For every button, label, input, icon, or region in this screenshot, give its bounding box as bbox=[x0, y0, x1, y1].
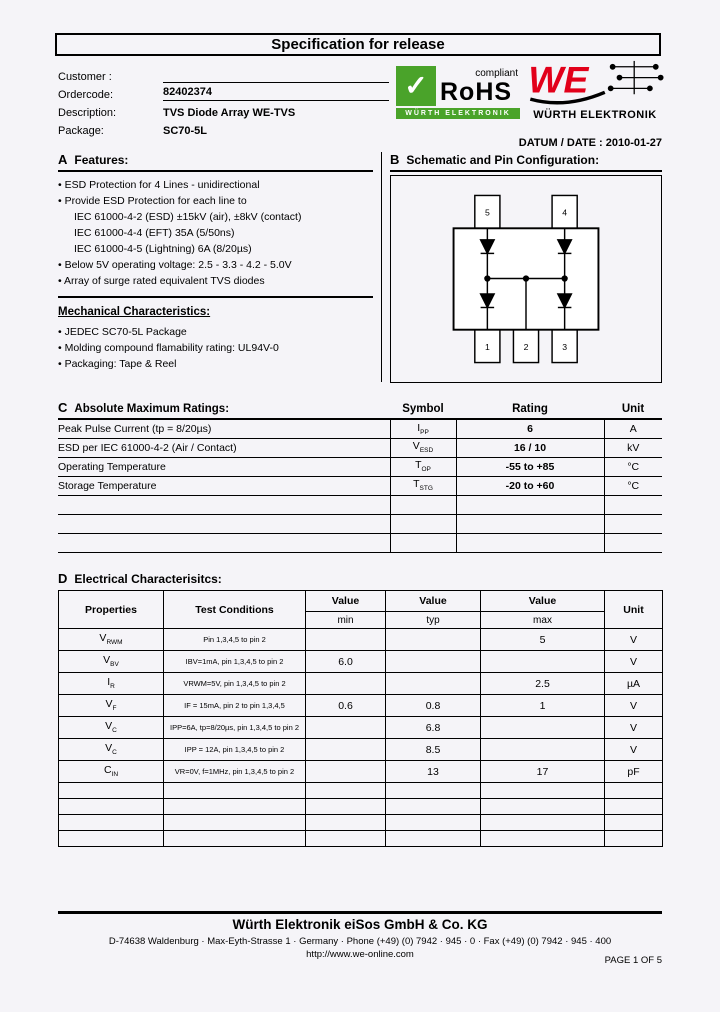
symbol-text: V bbox=[412, 440, 420, 453]
we-caption: WÜRTH ELEKTRONIK bbox=[533, 109, 657, 121]
footer-company: Würth Elektronik eiSos GmbH & Co. KG bbox=[232, 917, 488, 932]
min-header: min bbox=[306, 612, 386, 629]
property-cell: Operating Temperature bbox=[58, 457, 390, 476]
footer-address: D-74638 Waldenburg · Max-Eyth-Strasse 1 · Germany · Phone (+49) (0) 7942 · 945 · 0 · Fax (+49) (0) 7942 · 945 · 400 bbox=[108, 936, 612, 947]
description-value: TVS Diode Array WE-TVS bbox=[163, 107, 296, 119]
property-cell: ESD per IEC 61000-4-2 (Air / Contact) bbox=[58, 438, 390, 457]
feature-item: IEC 61000-4-5 (Lightning) 6A (8/20µs) bbox=[74, 243, 252, 255]
abs-max-empty-row bbox=[58, 514, 662, 533]
conditions-cell: IBV=1mA, pin 1,3,4,5 to pin 2 bbox=[164, 651, 306, 673]
abs-max-title: Absolute Maximum Ratings: bbox=[74, 403, 230, 415]
conditions-cell: VRWM=5V, pin 1,3,4,5 to pin 2 bbox=[164, 673, 306, 695]
symbol-subscript: STG bbox=[419, 485, 433, 493]
symbol-subscript: OP bbox=[421, 466, 431, 474]
unit-cell: kV bbox=[604, 438, 662, 457]
symbol-text: T bbox=[413, 478, 420, 491]
features-heading bbox=[58, 152, 373, 172]
we-letters: WE bbox=[528, 58, 589, 101]
elec-row bbox=[59, 695, 663, 717]
value-header: Value bbox=[481, 591, 605, 612]
absolute-maximum-ratings-table bbox=[58, 400, 662, 553]
section-letter-c: C bbox=[58, 400, 68, 415]
page-title: Specification for release bbox=[55, 33, 661, 56]
value-header: Value bbox=[386, 591, 481, 612]
symbol-subscript: ESD bbox=[419, 447, 434, 455]
typ-cell: 13 bbox=[386, 761, 481, 783]
mechanical-heading: Mechanical Characteristics: bbox=[58, 306, 211, 318]
min-cell bbox=[306, 673, 386, 695]
symbol-text: I bbox=[417, 421, 421, 434]
symbol-cell bbox=[390, 419, 456, 438]
typ-cell bbox=[386, 673, 481, 695]
elec-row bbox=[59, 629, 663, 651]
features-title: Features: bbox=[74, 153, 129, 167]
property-cell: $V_C$ bbox=[59, 717, 164, 739]
abs-max-row bbox=[58, 438, 662, 457]
rohs-compliant-text: compliant bbox=[475, 68, 518, 79]
symbol-cell bbox=[390, 438, 456, 457]
min-cell bbox=[306, 761, 386, 783]
features-list bbox=[58, 177, 373, 289]
customer-value bbox=[163, 68, 389, 83]
abs-max-row bbox=[58, 457, 662, 476]
min-cell bbox=[306, 739, 386, 761]
we-logo bbox=[524, 57, 666, 121]
typ-cell: 6.8 bbox=[386, 717, 481, 739]
schematic-box bbox=[390, 175, 662, 383]
pin-label-1: 1 bbox=[484, 341, 490, 352]
conditions-cell: IPP=6A, tp=8/20µs, pin 1,3,4,5 to pin 2 bbox=[164, 717, 306, 739]
max-cell: 17 bbox=[481, 761, 605, 783]
section-letter-b: B bbox=[390, 152, 400, 167]
symbol-subscript: PP bbox=[420, 428, 429, 436]
property-cell: $V_{RWM}$ bbox=[59, 629, 164, 651]
property-cell: Peak Pulse Current (tp = 8/20µs) bbox=[58, 419, 390, 438]
date-line: DATUM / DATE : 2010-01-27 bbox=[518, 137, 662, 149]
rating-header: Rating bbox=[456, 400, 604, 419]
typ-cell bbox=[386, 629, 481, 651]
conditions-cell: IF = 15mA, pin 2 to pin 1,3,4,5 bbox=[164, 695, 306, 717]
symbol-cell bbox=[390, 476, 456, 495]
typ-header: typ bbox=[386, 612, 481, 629]
unit-cell: pF bbox=[605, 761, 663, 783]
schematic-diagram bbox=[400, 180, 652, 378]
max-cell bbox=[481, 651, 605, 673]
typ-cell: 0.8 bbox=[386, 695, 481, 717]
mechanical-item: • Packaging: Tape & Reel bbox=[58, 356, 373, 372]
abs-max-empty-row bbox=[58, 495, 662, 514]
rating-cell: 6 bbox=[456, 419, 604, 438]
description-row bbox=[58, 102, 390, 119]
properties-header: Properties bbox=[59, 591, 164, 629]
unit-cell: A bbox=[604, 419, 662, 438]
ordercode-row bbox=[58, 84, 390, 101]
we-logo-graphic bbox=[526, 57, 664, 106]
pin-label-4: 4 bbox=[562, 207, 568, 218]
symbol-cell bbox=[390, 457, 456, 476]
property-cell: $V_F$ bbox=[59, 695, 164, 717]
package-row bbox=[58, 120, 390, 137]
elec-row bbox=[59, 673, 663, 695]
feature-item: • Provide ESD Protection for each line to bbox=[58, 193, 373, 209]
property-cell: Storage Temperature bbox=[58, 476, 390, 495]
conditions-cell: Pin 1,3,4,5 to pin 2 bbox=[164, 629, 306, 651]
unit-cell: °C bbox=[604, 457, 662, 476]
mechanical-list bbox=[58, 324, 373, 372]
typ-cell bbox=[386, 651, 481, 673]
page-number: PAGE 1 OF 5 bbox=[604, 955, 662, 966]
elec-row bbox=[59, 717, 663, 739]
property-cell: $V_{BV}$ bbox=[59, 651, 164, 673]
abs-max-empty-row bbox=[58, 533, 662, 552]
abs-max-row bbox=[58, 476, 662, 495]
max-header: max bbox=[481, 612, 605, 629]
schematic-title: Schematic and Pin Configuration: bbox=[406, 153, 600, 167]
min-cell bbox=[306, 717, 386, 739]
customer-row bbox=[58, 66, 390, 83]
unit-cell: V bbox=[605, 717, 663, 739]
electrical-characteristics-table bbox=[58, 590, 663, 847]
unit-cell: µA bbox=[605, 673, 663, 695]
unit-cell: V bbox=[605, 695, 663, 717]
elec-empty-row bbox=[59, 815, 663, 831]
rohs-logo bbox=[396, 66, 520, 119]
min-cell: 0.6 bbox=[306, 695, 386, 717]
symbol-text: T bbox=[415, 459, 422, 472]
min-cell bbox=[306, 629, 386, 651]
typ-cell: 8.5 bbox=[386, 739, 481, 761]
footer-divider bbox=[58, 911, 662, 914]
abs-max-header-row bbox=[58, 400, 662, 419]
unit-cell: V bbox=[605, 739, 663, 761]
elec-empty-row bbox=[59, 799, 663, 815]
schematic-heading bbox=[390, 152, 662, 172]
elec-title: Electrical Characterisitcs: bbox=[74, 572, 222, 586]
rohs-name-text: RoHS bbox=[440, 78, 513, 106]
elec-row bbox=[59, 761, 663, 783]
description-label: Description: bbox=[58, 107, 117, 119]
package-label: Package: bbox=[58, 125, 104, 137]
schematic-section bbox=[390, 152, 662, 383]
rohs-banner-text: WÜRTH ELEKTRONIK bbox=[396, 108, 520, 119]
mechanical-item: • JEDEC SC70-5L Package bbox=[58, 324, 373, 340]
elec-row bbox=[59, 651, 663, 673]
max-cell bbox=[481, 717, 605, 739]
abs-max-row bbox=[58, 419, 662, 438]
pin-label-5: 5 bbox=[484, 207, 490, 218]
elec-heading bbox=[58, 571, 222, 586]
feature-item: IEC 61000-4-4 (EFT) 35A (5/50ns) bbox=[74, 227, 235, 239]
feature-item: • ESD Protection for 4 Lines - unidirectional bbox=[58, 177, 373, 193]
min-cell: 6.0 bbox=[306, 651, 386, 673]
max-cell: 1 bbox=[481, 695, 605, 717]
unit-header: Unit bbox=[605, 591, 663, 629]
features-section bbox=[58, 152, 382, 382]
mechanical-section bbox=[58, 296, 373, 372]
elec-empty-row bbox=[59, 783, 663, 799]
elec-empty-row bbox=[59, 831, 663, 847]
rating-cell: -20 to +60 bbox=[456, 476, 604, 495]
property-cell: $C_{IN}$ bbox=[59, 761, 164, 783]
feature-item: • Below 5V operating voltage: 2.5 - 3.3 - 4.2 - 5.0V bbox=[58, 257, 373, 273]
conditions-cell: IPP = 12A, pin 1,3,4,5 to pin 2 bbox=[164, 739, 306, 761]
section-letter-a: A bbox=[58, 152, 68, 167]
max-cell: 5 bbox=[481, 629, 605, 651]
ordercode-label: Ordercode: bbox=[58, 89, 114, 101]
rating-cell: -55 to +85 bbox=[456, 457, 604, 476]
property-cell: $V_C$ bbox=[59, 739, 164, 761]
feature-item: IEC 61000-4-2 (ESD) ±15kV (air), ±8kV (contact) bbox=[74, 211, 302, 223]
rating-cell: 16 / 10 bbox=[456, 438, 604, 457]
elec-header-row bbox=[59, 591, 663, 612]
unit-cell: °C bbox=[604, 476, 662, 495]
feature-item: • Array of surge rated equivalent TVS diodes bbox=[58, 273, 373, 289]
rohs-check-icon: ✓ bbox=[396, 66, 436, 106]
section-letter-d: D bbox=[58, 571, 68, 586]
elec-row bbox=[59, 739, 663, 761]
max-cell bbox=[481, 739, 605, 761]
package-value: SC70-5L bbox=[163, 125, 208, 137]
order-info-block bbox=[58, 66, 390, 138]
unit-header: Unit bbox=[604, 400, 662, 419]
unit-cell: V bbox=[605, 629, 663, 651]
pin-label-3: 3 bbox=[562, 341, 568, 352]
customer-label: Customer : bbox=[58, 71, 112, 83]
symbol-header: Symbol bbox=[390, 400, 456, 419]
conditions-cell: VR=0V, f=1MHz, pin 1,3,4,5 to pin 2 bbox=[164, 761, 306, 783]
pin-label-2: 2 bbox=[523, 341, 529, 352]
unit-cell: V bbox=[605, 651, 663, 673]
footer-url: http://www.we-online.com bbox=[306, 949, 414, 960]
abs-max-heading bbox=[58, 400, 390, 419]
max-cell: 2.5 bbox=[481, 673, 605, 695]
circuit-pattern-icon bbox=[608, 61, 662, 94]
mechanical-item: • Molding compound flamability rating: UL94V-0 bbox=[58, 340, 373, 356]
property-cell: $I_R$ bbox=[59, 673, 164, 695]
conditions-header: Test Conditions bbox=[164, 591, 306, 629]
ordercode-value: 82402374 bbox=[163, 86, 389, 101]
value-header: Value bbox=[306, 591, 386, 612]
